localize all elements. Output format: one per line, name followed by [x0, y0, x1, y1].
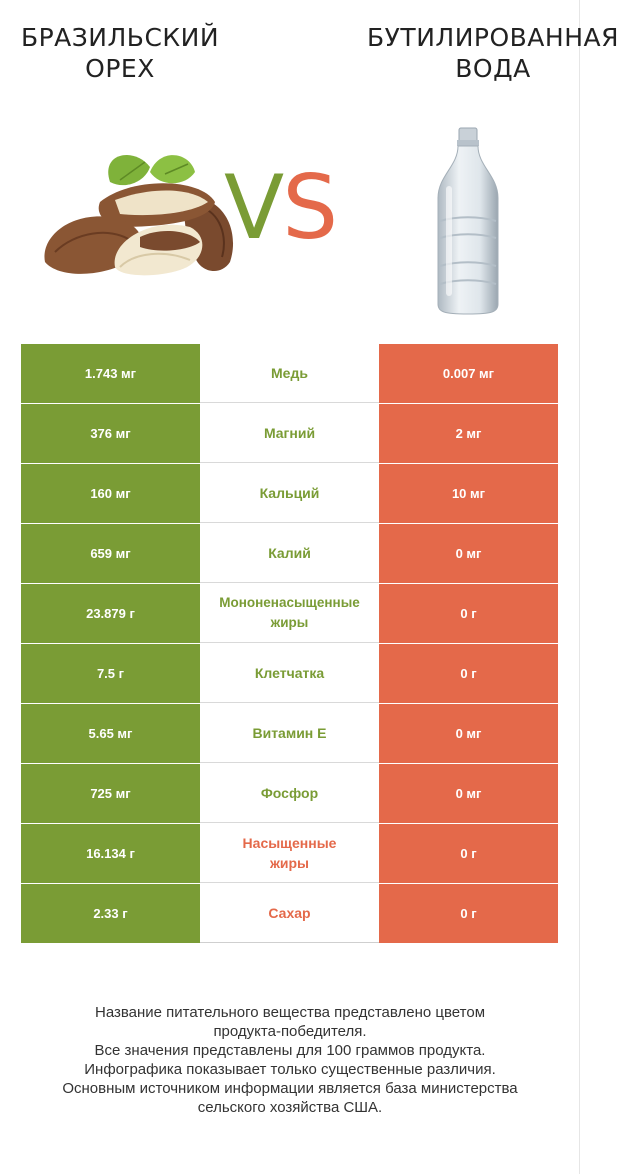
vs-v-letter: V: [224, 156, 283, 259]
nutrient-name: Насыщенные жиры: [200, 824, 379, 883]
right-value: 0 мг: [379, 524, 558, 583]
nutrient-name: Калий: [200, 524, 379, 583]
footer-line: Название питательного вещества представлено цветом: [94, 1004, 486, 1021]
right-value: 2 мг: [379, 404, 558, 463]
page-divider: [579, 0, 580, 1174]
table-row: [21, 524, 558, 584]
nutrient-name: Мононенасыщенные жиры: [200, 584, 379, 643]
right-value: 0 г: [379, 644, 558, 703]
table-row: [21, 644, 558, 704]
left-value: 16.134 г: [21, 824, 200, 883]
right-value: 0 г: [379, 824, 558, 883]
vs-s-letter: S: [282, 156, 337, 259]
nutrient-name: Витамин E: [200, 704, 379, 763]
left-product-title: БРАЗИЛЬСКИЙ ОРЕХ: [20, 23, 220, 83]
water-bottle-image: [432, 126, 504, 316]
right-value: 0.007 мг: [379, 344, 558, 403]
left-value: 160 мг: [21, 464, 200, 523]
footer-line: продукта-победителя.: [213, 1023, 367, 1040]
table-row: [21, 404, 558, 464]
table-row: [21, 764, 558, 824]
vs-label: [224, 158, 336, 258]
right-value: 0 г: [379, 584, 558, 643]
left-value: 7.5 г: [21, 644, 200, 703]
right-value: 0 г: [379, 884, 558, 943]
comparison-table: [21, 344, 558, 944]
table-row: [21, 584, 558, 644]
table-row: [21, 884, 558, 944]
left-value: 376 мг: [21, 404, 200, 463]
nutrient-name: Медь: [200, 344, 379, 403]
nutrient-name: Клетчатка: [200, 644, 379, 703]
left-value: 1.743 мг: [21, 344, 200, 403]
right-value: 10 мг: [379, 464, 558, 523]
brazil-nut-image: [40, 142, 240, 282]
table-row: [21, 464, 558, 524]
table-row: [21, 824, 558, 884]
right-product-title: БУТИЛИРОВАННАЯ ВОДА: [367, 23, 619, 83]
footer-line: Все значения представлены для 100 граммов продукта.: [94, 1042, 486, 1059]
right-value: 0 мг: [379, 764, 558, 823]
nutrient-name: Фосфор: [200, 764, 379, 823]
nutrient-name: Сахар: [200, 884, 379, 943]
footer-line: Инфографика показывает только существенные различия.: [84, 1061, 496, 1078]
table-row: [21, 704, 558, 764]
left-value: 5.65 мг: [21, 704, 200, 763]
left-value: 2.33 г: [21, 884, 200, 943]
left-value: 23.879 г: [21, 584, 200, 643]
nutrient-name: Магний: [200, 404, 379, 463]
left-value: 725 мг: [21, 764, 200, 823]
nutrient-name: Кальций: [200, 464, 379, 523]
footer-note: [20, 1003, 560, 1117]
right-value: 0 мг: [379, 704, 558, 763]
footer-line: Основным источником информации является база министерства: [62, 1080, 518, 1097]
left-value: 659 мг: [21, 524, 200, 583]
footer-line: сельского хозяйства США.: [197, 1099, 383, 1116]
table-row: [21, 344, 558, 404]
